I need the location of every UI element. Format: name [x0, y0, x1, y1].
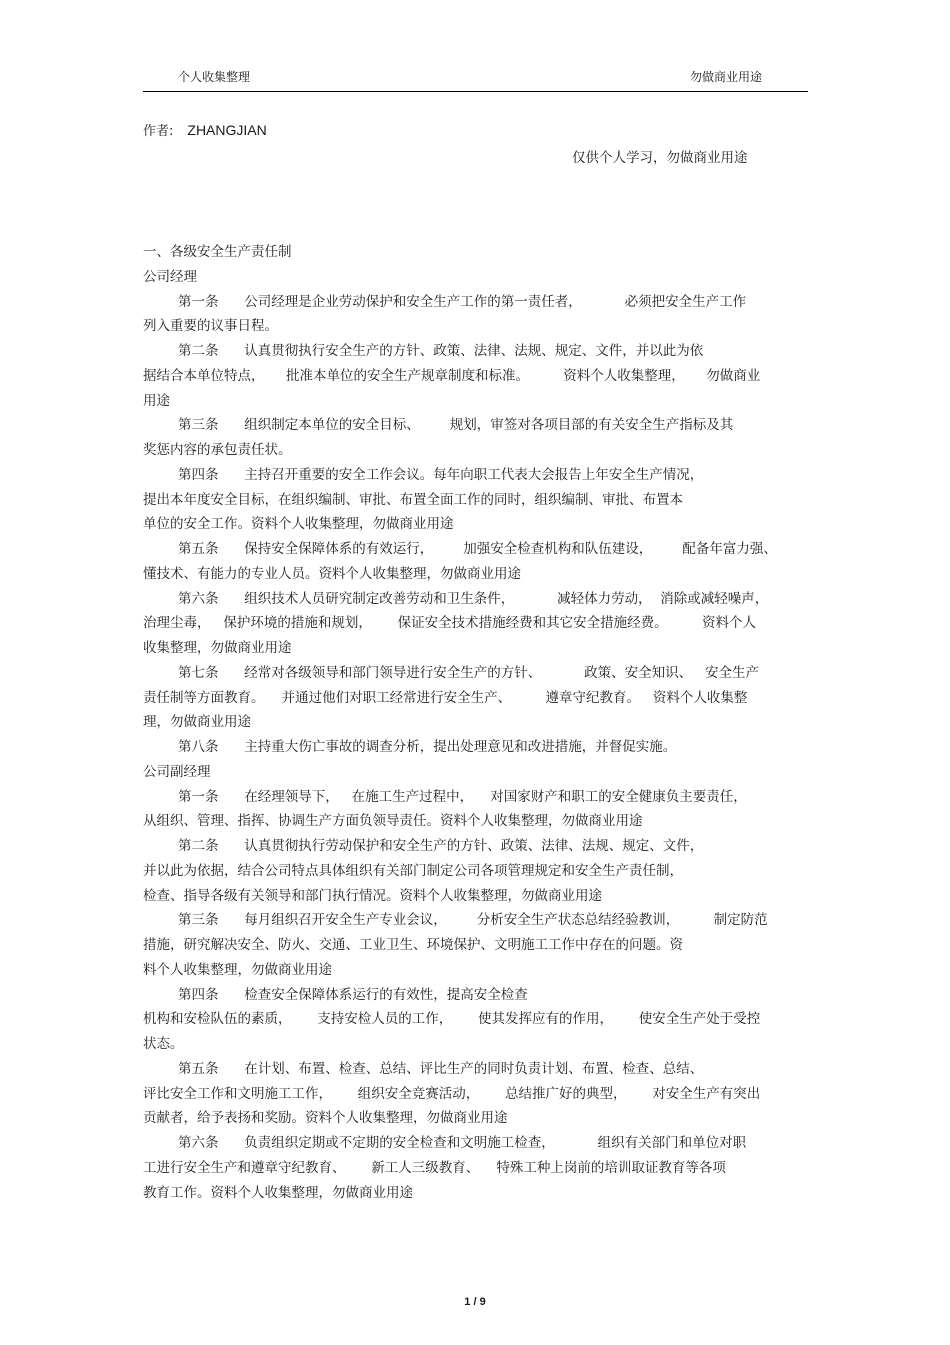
article-line: 提出本年度安全目标，在组织编制、审批、布置全面工作的同时，组织编制、审批、布置本: [143, 491, 683, 508]
article-line: 用途: [143, 392, 170, 409]
subsection-title: 公司经理: [143, 268, 197, 285]
header-rule: [143, 91, 808, 92]
article-line: 据结合本单位特点， 批准本单位的安全生产规章制度和标准。 资料个人收集整理， 勿做商业: [143, 367, 761, 384]
article-line: 状态。: [143, 1036, 184, 1052]
subsection-title: 公司副经理: [143, 763, 211, 780]
article-line: 教育工作。资料个人收集整理，勿做商业用途: [143, 1184, 413, 1201]
article-line: 奖惩内容的承包责任状。: [143, 442, 292, 458]
article-line: 第二条 认真贯彻执行安全生产的方针、政策、法律、法规、规定、文件，并以此为依: [178, 343, 704, 359]
article-line: 第三条 每月组织召开安全生产专业会议， 分析安全生产状态总结经验教训， 制定防范: [178, 912, 768, 929]
article-line: 第五条 在计划、布置、检查、总结、评比生产的同时负责计划、布置、检查、总结、: [178, 1060, 704, 1077]
article-line: 从组织、管理、指挥、协调生产方面负领导责任。资料个人收集整理，勿做商业用途: [143, 813, 643, 830]
header-right-text: 勿做商业用途: [690, 70, 763, 84]
author-line: [143, 120, 267, 139]
article-line: 第六条 负责组织定期或不定期的安全检查和文明施工检查， 组织有关部门和单位对职: [178, 1135, 747, 1151]
section-title: 一、各级安全生产责任制: [143, 244, 292, 260]
article-line: 单位的安全工作。资料个人收集整理，勿做商业用途: [143, 516, 454, 533]
article-line: 第六条 组织技术人员研究制定改善劳动和卫生条件， 减轻体力劳动， 消除或减轻噪声，: [178, 590, 769, 607]
article-line: 治理尘毒， 保护环境的措施和规划， 保证安全技术措施经费和其它安全措施经费。 资料个人: [143, 615, 756, 632]
article-line: 懂技术、有能力的专业人员。资料个人收集整理，勿做商业用途: [143, 565, 521, 582]
author-name: ZHANGJIAN: [187, 122, 267, 138]
article-line: 第四条 主持召开重要的安全工作会议。每年向职工代表大会报告上年安全生产情况，: [178, 466, 704, 483]
article-line: 第八条 主持重大伤亡事故的调查分析，提出处理意见和改进措施，并督促实施。: [178, 739, 677, 755]
header-left-text: 个人收集整理: [178, 70, 251, 84]
article-line: 第七条 经常对各级领导和部门领导进行安全生产的方针、 政策、安全知识、 安全生产: [178, 664, 760, 681]
article-line: 第一条 公司经理是企业劳动保护和安全生产工作的第一责任者， 必须把安全生产工作: [178, 293, 747, 310]
article-line: 第一条 在经理领导下， 在施工生产过程中， 对国家财产和职工的安全健康负主要责任，: [178, 788, 747, 805]
article-line: 料个人收集整理，勿做商业用途: [143, 961, 332, 978]
article-line: 第四条 检查安全保障体系运行的有效性，提高安全检查: [178, 986, 528, 1003]
article-line: 措施，研究解决安全、防火、交通、工业卫生、环境保护、文明施工工作中存在的问题。资: [143, 937, 683, 953]
article-line: 并以此为依据，结合公司特点具体组织有关部门制定公司各项管理规定和安全生产责任制，: [143, 862, 683, 879]
author-label: 作者:: [143, 124, 174, 139]
page-number: 1 / 9: [464, 1296, 486, 1308]
article-line: 机构和安检队伍的素质， 支持安检人员的工作， 使其发挥应有的作用， 使安全生产处于受控: [143, 1011, 761, 1028]
usage-notice: 仅供个人学习，勿做商业用途: [572, 150, 748, 166]
article-line: 评比安全工作和文明施工工作， 组织安全竞赛活动， 总结推广好的典型， 对安全生产有突出: [143, 1085, 761, 1102]
article-line: 理，勿做商业用途: [143, 714, 251, 731]
article-line: 责任制等方面教育。 并通过他们对职工经常进行安全生产、 遵章守纪教育。 资料个人收集整: [143, 689, 748, 706]
article-line: 第五条 保持安全保障体系的有效运行， 加强安全检查机构和队伍建设， 配备年富力强、: [178, 541, 777, 557]
article-line: 收集整理，勿做商业用途: [143, 640, 292, 656]
article-line: 第二条 认真贯彻执行劳动保护和安全生产的方针、政策、法律、法规、规定、文件，: [178, 838, 704, 854]
article-line: 贡献者，给予表扬和奖励。资料个人收集整理，勿做商业用途: [143, 1110, 508, 1127]
article-line: 第三条 组织制定本单位的安全目标、 规划，审签对各项目部的有关安全生产指标及其: [178, 417, 734, 434]
document-body: [143, 240, 808, 1205]
article-line: 工进行安全生产和遵章守纪教育、 新工人三级教育、 特殊工种上岗前的培训取证教育等各项: [143, 1159, 726, 1176]
article-line: 列入重要的议事日程。: [143, 318, 278, 335]
article-line: 检查、指导各级有关领导和部门执行情况。资料个人收集整理，勿做商业用途: [143, 887, 602, 904]
